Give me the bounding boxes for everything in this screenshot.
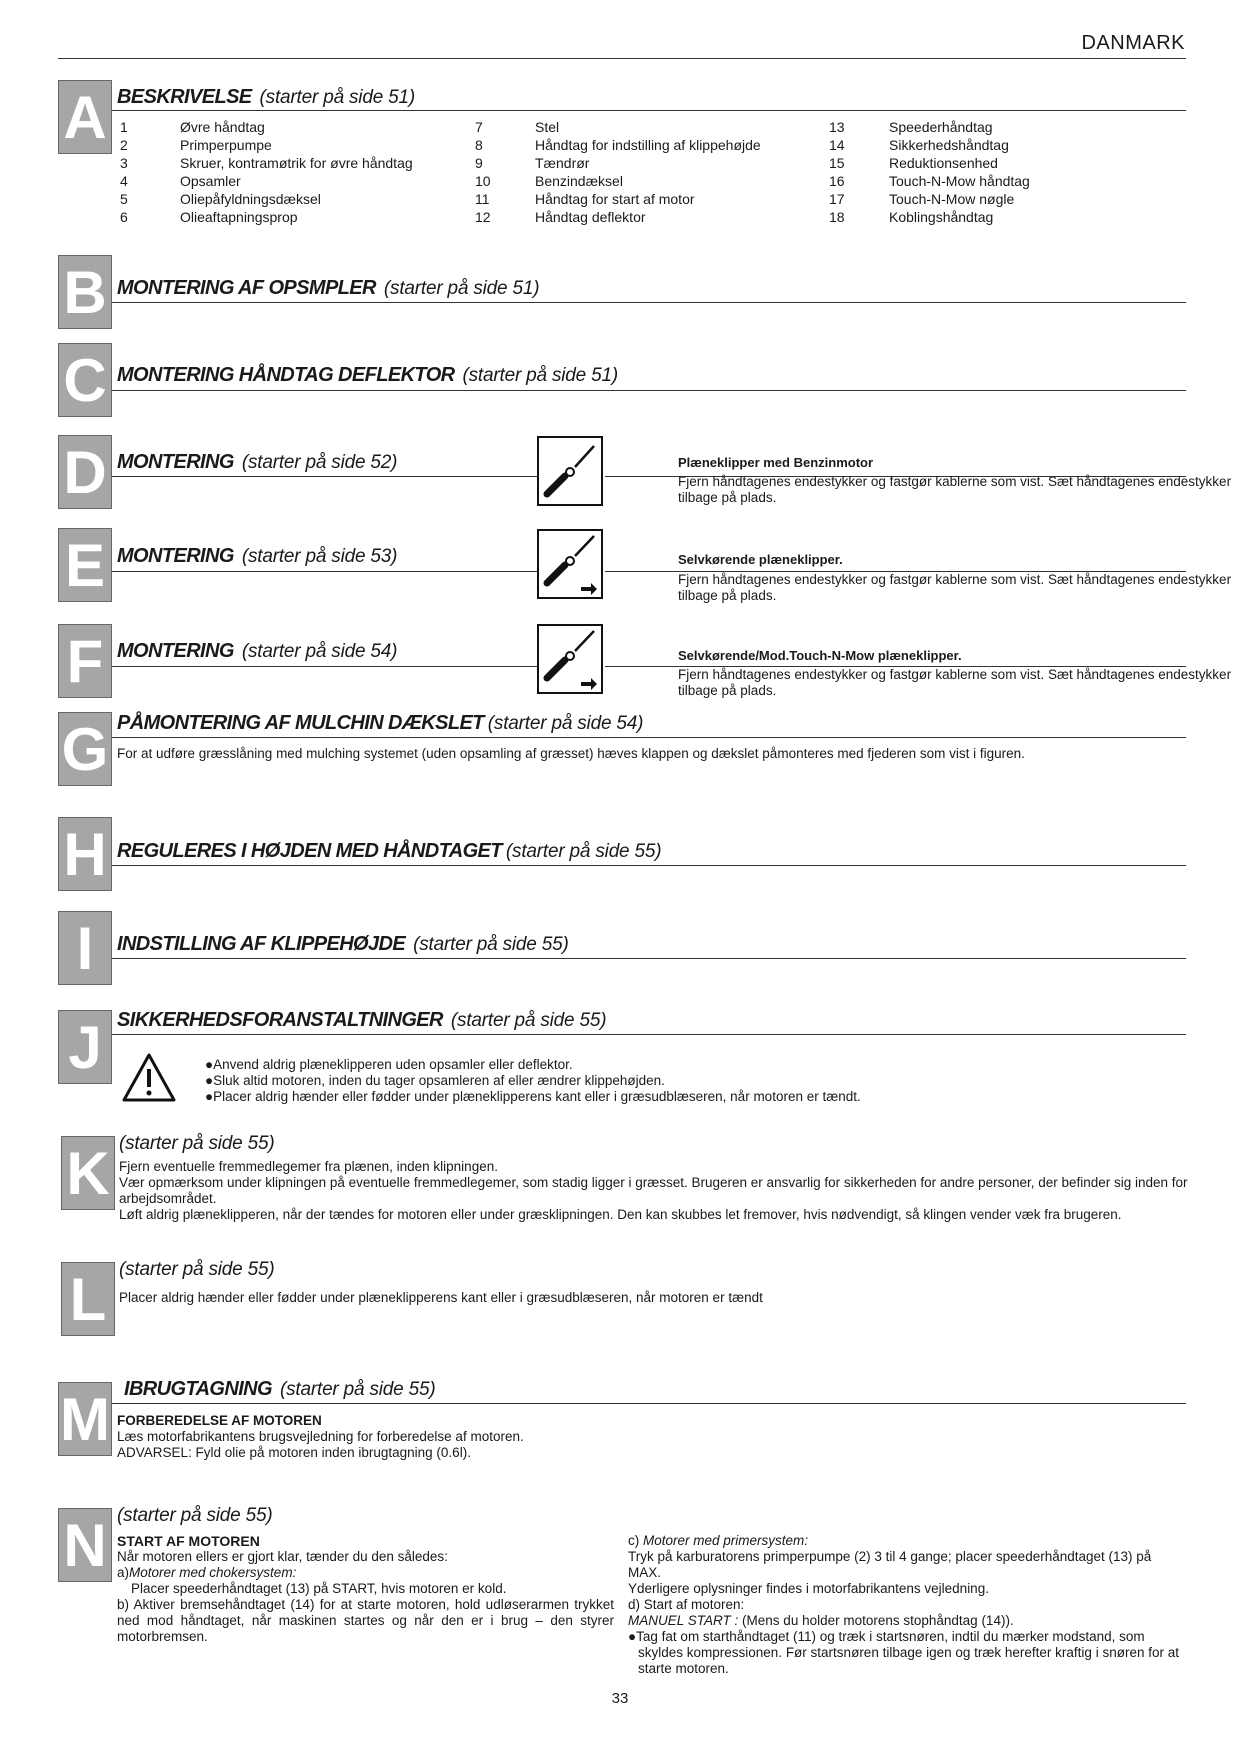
parts-list-item <box>475 172 761 190</box>
section-i-title <box>117 933 569 956</box>
parts-list-number: 5 <box>120 191 128 207</box>
parts-list-number: 2 <box>120 137 128 153</box>
parts-list-item <box>475 190 761 208</box>
parts-list-label: Touch-N-Mow håndtag <box>889 173 1030 189</box>
parts-list-item <box>120 172 413 190</box>
parts-list-label: Benzindæksel <box>535 173 623 189</box>
section-m-subtitle: (starter på side 55) <box>279 1379 436 1400</box>
section-j-subtitle: (starter på side 55) <box>450 1010 607 1031</box>
section-letter-g: G <box>58 712 112 786</box>
parts-list-number: 18 <box>829 209 845 225</box>
safety-bullets <box>205 1057 1175 1105</box>
section-n-a-label: a) <box>117 1565 130 1580</box>
section-n-manual-line <box>628 1613 1180 1629</box>
parts-list-number: 7 <box>475 119 483 135</box>
section-c-rule <box>112 390 1186 391</box>
parts-list-item <box>120 208 413 226</box>
parts-list-label: Øvre håndtag <box>180 119 265 135</box>
section-k-line: Fjern eventuelle fremmedlegemer fra plænen, inden klipningen. <box>119 1159 498 1174</box>
section-g-title <box>117 712 643 735</box>
section-n-manual-italic: MANUEL START : <box>628 1613 739 1628</box>
parts-list-number: 12 <box>475 209 491 225</box>
section-n-d-text: d) Start af motoren: <box>628 1597 745 1612</box>
cable-diagram-icon-f <box>537 624 603 694</box>
parts-list-label: Touch-N-Mow nøgle <box>889 191 1015 207</box>
section-b-subtitle: (starter på side 51) <box>383 278 540 299</box>
parts-list-label: Håndtag for indstilling af klippehøjde <box>535 137 761 153</box>
safety-bullet: ●Placer aldrig hænder eller fødder under plæneklipperens kant eller i græsudblæseren, når motoren er tændt. <box>205 1089 861 1104</box>
cable-arrow-icon <box>539 531 601 597</box>
section-f-text: Fjern håndtagenes endestykker og fastgør kablerne som vist. Sæt håndtagenes endestykker tilbage på plads. <box>678 667 1232 698</box>
section-d-title-text: MONTERING <box>117 451 234 473</box>
parts-list-item <box>120 136 413 154</box>
parts-list-item <box>475 154 761 172</box>
parts-list-label: Olieaftapningsprop <box>180 209 298 225</box>
parts-list-number: 9 <box>475 155 483 171</box>
parts-list-item <box>475 118 761 136</box>
parts-list-label: Speederhåndtag <box>889 119 993 135</box>
section-k-line: Løft aldrig plæneklipperen, når der tændes for motoren eller under græsklipningen. Den kan skubbes let fremover, hvis nødvendigt, så klingen vender væk fra brugeren. <box>119 1207 1122 1222</box>
parts-list-label: Håndtag for start af motor <box>535 191 695 207</box>
section-g-subtitle: (starter på side 54) <box>487 713 644 734</box>
section-n-heading: START AF MOTOREN <box>117 1533 260 1549</box>
section-letter-h: H <box>58 817 112 891</box>
parts-list-number: 10 <box>475 173 491 189</box>
parts-list-label: Håndtag deflektor <box>535 209 646 225</box>
parts-list-item <box>120 118 413 136</box>
section-d-text: Fjern håndtagenes endestykker og fastgør kablerne som vist. Sæt håndtagenes endestykker tilbage på plads. <box>678 474 1232 505</box>
section-letter-c: C <box>58 343 112 417</box>
parts-list-label: Koblingshåndtag <box>889 209 994 225</box>
parts-list-item <box>475 208 761 226</box>
parts-list-item <box>120 190 413 208</box>
section-k-line: Vær opmærksom under klipningen på eventuelle fremmedlegemer, som stadig ligger i græsset. Brugeren er ansvarlig for sikkerheden for andre personer, der befinder sig inden for arbejdsområdet. <box>119 1175 1188 1206</box>
parts-list-label: Primperpumpe <box>180 137 272 153</box>
section-e-label: Selvkørende plæneklipper. <box>678 552 843 567</box>
section-m-text <box>117 1429 1017 1461</box>
section-e-text: Fjern håndtagenes endestykker og fastgør kablerne som vist. Sæt håndtagenes endestykker tilbage på plads. <box>678 572 1232 603</box>
section-letter-i: I <box>58 911 112 985</box>
parts-list-number: 15 <box>829 155 845 171</box>
section-j-title <box>117 1009 606 1032</box>
section-n-c-label: c) <box>628 1533 640 1548</box>
section-n-c-text: Tryk på karburatorens primperpumpe (2) 3 til 4 gange; placer speederhåndtaget (13) på MAX. <box>628 1549 1152 1580</box>
section-h-title-text: REGULERES I HØJDEN MED HÅNDTAGET <box>117 840 502 862</box>
parts-list-col-3 <box>829 118 1030 226</box>
header-divider <box>58 58 1186 59</box>
section-i-rule <box>112 958 1186 959</box>
section-e-title <box>117 545 397 568</box>
section-d-label: Plæneklipper med Benzinmotor <box>678 455 874 470</box>
section-e-title-text: MONTERING <box>117 545 234 567</box>
parts-list-number: 4 <box>120 173 128 189</box>
section-h-title <box>117 840 661 863</box>
section-d-rule-left <box>112 476 537 477</box>
section-b-title <box>117 277 539 300</box>
section-letter-d: D <box>58 435 112 509</box>
parts-list-item <box>829 136 1030 154</box>
section-letter-b: B <box>58 255 112 329</box>
parts-list-col-1 <box>120 118 413 226</box>
parts-list-item <box>829 208 1030 226</box>
section-n-bullet: ●Tag fat om starthåndtaget (11) og træk i startsnøren, indtil du mærker modstand, som skyldes kompressionen. Før startsnøren tilbage igen og træk herefter kraftig i snøren for at starte motoren. <box>628 1629 1179 1676</box>
section-a-title <box>117 86 415 109</box>
section-j-rule <box>112 1034 1186 1035</box>
section-h-subtitle: (starter på side 55) <box>505 841 662 862</box>
warning-icon <box>121 1052 177 1109</box>
section-letter-l: L <box>61 1262 115 1336</box>
cable-arrow-icon <box>539 626 601 692</box>
parts-list-number: 6 <box>120 209 128 225</box>
section-n-manual-text: (Mens du holder motorens stophåndtag (14)). <box>742 1613 1014 1628</box>
section-n-intro: Når motoren ellers er gjort klar, tænder du den således: <box>117 1549 448 1564</box>
section-c-subtitle: (starter på side 51) <box>462 365 618 386</box>
section-n-a-text: Placer speederhåndtaget (13) på START, hvis motoren er kold. <box>131 1581 507 1596</box>
section-f-subtitle: (starter på side 54) <box>241 641 398 662</box>
parts-list-label: Reduktionsenhed <box>889 155 998 171</box>
parts-list-item <box>829 154 1030 172</box>
section-k-subtitle: (starter på side 55) <box>119 1133 275 1154</box>
parts-list-number: 8 <box>475 137 483 153</box>
section-letter-m: M <box>58 1382 112 1456</box>
parts-list-col-2 <box>475 118 761 226</box>
section-j-title-text: SIKKERHEDSFORANSTALTNINGER <box>117 1009 443 1031</box>
safety-bullet: ●Anvend aldrig plæneklipperen uden opsamler eller deflektor. <box>205 1057 573 1072</box>
parts-list-number: 11 <box>475 191 490 207</box>
section-h-rule <box>112 865 1186 866</box>
parts-list-item <box>829 190 1030 208</box>
parts-list-number: 3 <box>120 155 128 171</box>
section-f-title <box>117 640 397 663</box>
section-a-title-text: BESKRIVELSE <box>117 86 252 108</box>
section-a-rule <box>112 110 1186 111</box>
section-f-title-text: MONTERING <box>117 640 234 662</box>
cable-diagram-icon-e <box>537 529 603 599</box>
section-m-line: Læs motorfabrikantens brugsvejledning for forberedelse af motoren. <box>117 1429 524 1444</box>
section-letter-k: K <box>61 1136 115 1210</box>
section-e-rule-left <box>112 571 537 572</box>
section-i-title-text: INDSTILLING AF KLIPPEHØJDE <box>117 933 406 955</box>
parts-list-label: Tændrør <box>535 155 590 171</box>
section-letter-e: E <box>58 528 112 602</box>
section-letter-j: J <box>58 1010 112 1084</box>
section-l-subtitle: (starter på side 55) <box>119 1259 275 1280</box>
page-number: 33 <box>611 1690 629 1707</box>
section-a-subtitle: (starter på side 51) <box>259 87 416 108</box>
country-label: DANMARK <box>1081 32 1185 54</box>
section-g-rule <box>112 737 1186 738</box>
parts-list-label: Opsamler <box>180 173 241 189</box>
section-b-rule <box>112 302 1186 303</box>
parts-list-number: 1 <box>120 119 128 135</box>
section-i-subtitle: (starter på side 55) <box>413 934 569 955</box>
section-d-subtitle: (starter på side 52) <box>241 452 398 473</box>
cable-icon <box>539 438 601 504</box>
section-l-text: Placer aldrig hænder eller fødder under plæneklipperens kant eller i græsudblæseren, når motoren er tændt <box>119 1290 763 1305</box>
section-n-c-italic: Motorer med primersystem: <box>643 1533 809 1548</box>
section-g-text: For at udføre græsslåning med mulching systemet (uden opsamling af græsset) hæves klappen og dækslet påmonteres med fjederen som vist i figuren. <box>117 746 1025 761</box>
parts-list-number: 17 <box>829 191 845 207</box>
section-f-rule-left <box>112 666 537 667</box>
section-letter-n: N <box>58 1508 112 1582</box>
section-n-b-text: b) Aktiver bremsehåndtaget (14) for at starte motoren, hold udløserarmen trykket ned mod håndtaget, når maskinen startes og når den er i brug – den styrer motorbremsen. <box>117 1597 614 1644</box>
section-n-a-line <box>117 1565 614 1581</box>
parts-list-label: Sikkerhedshåndtag <box>889 137 1009 153</box>
parts-list-number: 14 <box>829 137 845 153</box>
section-n-col-left <box>117 1533 614 1645</box>
section-g-title-text: PÅMONTERING AF MULCHIN DÆKSLET <box>117 712 484 734</box>
section-e-subtitle: (starter på side 53) <box>241 546 398 567</box>
section-letter-f: F <box>58 624 112 698</box>
section-n-col-right <box>628 1533 1180 1677</box>
section-n-more: Yderligere oplysninger findes i motorfabrikantens vejledning. <box>628 1581 989 1596</box>
parts-list-item <box>120 154 413 172</box>
section-m-line: ADVARSEL: Fyld olie på motoren inden ibrugtagning (0.6l). <box>117 1445 471 1460</box>
parts-list-item <box>829 118 1030 136</box>
section-b-title-text: MONTERING AF OPSMPLER <box>117 277 376 299</box>
section-f-label: Selvkørende/Mod.Touch-N-Mow plæneklipper. <box>678 648 962 663</box>
section-c-title <box>117 364 618 387</box>
section-m-title <box>124 1378 435 1401</box>
cable-diagram-icon-d <box>537 436 603 506</box>
parts-list-item <box>829 172 1030 190</box>
section-m-heading: FORBEREDELSE AF MOTOREN <box>117 1413 322 1428</box>
section-n-c-line <box>628 1533 1180 1549</box>
safety-bullet: ●Sluk altid motoren, inden du tager opsamleren af eller ændrer klippehøjden. <box>205 1073 665 1088</box>
parts-list-number: 16 <box>829 173 845 189</box>
section-d-title <box>117 451 397 474</box>
parts-list-label: Skruer, kontramøtrik for øvre håndtag <box>180 155 413 171</box>
section-m-title-text: IBRUGTAGNING <box>124 1378 272 1400</box>
parts-list-item <box>475 136 761 154</box>
section-n-a-italic: Motorer med chokersystem: <box>129 1565 297 1580</box>
section-k-text <box>119 1159 1189 1223</box>
parts-list-label: Stel <box>535 119 560 135</box>
parts-list-number: 13 <box>829 119 845 135</box>
section-n-subtitle: (starter på side 55) <box>117 1505 273 1526</box>
section-letter-a: A <box>58 80 112 154</box>
parts-list-label: Oliepåfyldningsdæksel <box>180 191 321 207</box>
section-c-title-text: MONTERING HÅNDTAG DEFLEKTOR <box>117 364 455 386</box>
section-m-rule <box>112 1403 1186 1404</box>
